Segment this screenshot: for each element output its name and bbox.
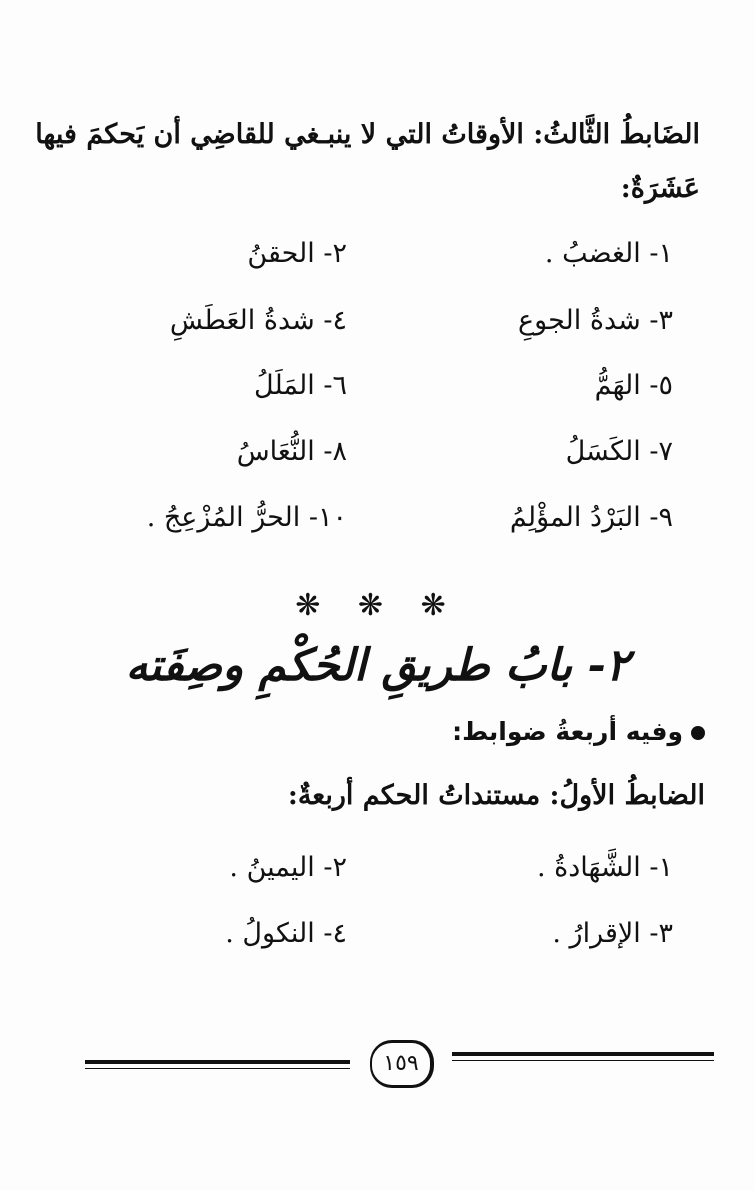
- list-item: ٩- البَرْدُ المؤْلِمُ: [509, 502, 673, 533]
- rule-one-heading: الضابطُ الأولُ: مستنداتُ الحكم أربعةٌ:: [287, 780, 705, 811]
- list-item: ٨- النُّعَاسُ: [236, 436, 347, 467]
- rule-three-line-2: عَشَرَةٌ:: [620, 173, 700, 204]
- section-separator: ❋ ❋ ❋: [295, 588, 460, 623]
- list-item: ٧- الكَسَلُ: [565, 436, 673, 467]
- page-number: ١٥٩: [370, 1040, 434, 1088]
- rule-three-line-1: الضَابطُ الثَّالثُ: الأوقاتُ التي لا ينبـغي للقاضِي أن يَحكمَ فيها: [35, 119, 700, 150]
- list-item: ١٠- الحرُّ المُزْعِجُ .: [146, 502, 347, 533]
- chapter-title: ٢- بابُ طريقِ الحُكْمِ وصِفَته: [125, 640, 630, 691]
- list-item: ١- الشَّهَادةُ .: [536, 852, 673, 883]
- footer-rule: [452, 1060, 714, 1061]
- footer-rule: [452, 1052, 714, 1056]
- list-item: ٣- الإقرارُ .: [552, 918, 673, 949]
- footer-rule: [85, 1068, 350, 1069]
- list-item: ٢- اليمينُ .: [229, 852, 347, 883]
- list-item: ٣- شدةُ الجوعِ: [518, 305, 673, 336]
- rule-three-paragraph: [35, 108, 700, 216]
- list-item: ٤- النكولُ .: [225, 918, 347, 949]
- page-footer: [0, 1040, 755, 1090]
- list-item: ٢- الحقنُ: [247, 238, 347, 269]
- list-item: ٦- المَلَلُ: [254, 370, 347, 401]
- list-item: ٥- الهَمُّ: [594, 370, 673, 401]
- bullet-icon: [691, 726, 705, 740]
- list-item: ٤- شدةُ العَطَشِ: [169, 305, 347, 336]
- footer-rule: [85, 1060, 350, 1064]
- list-item: ١- الغضبُ .: [544, 238, 673, 269]
- bullet-text: وفيه أربعةُ ضوابط:: [452, 717, 683, 746]
- bullet-intro: [452, 717, 705, 746]
